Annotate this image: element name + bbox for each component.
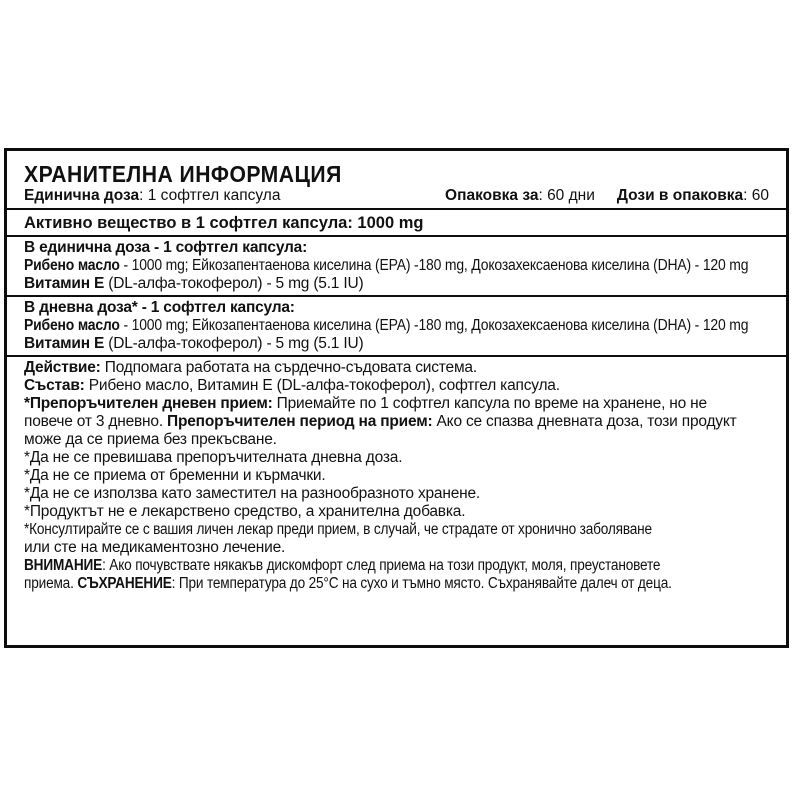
fish-oil-value: - 1000 mg; Ейкозапентаенова киселина (EPA) -180 mg, Докозахексаенова киселина (DHA) - 120 mg — [119, 317, 749, 334]
active-section — [7, 210, 786, 237]
daily-dose-section — [7, 297, 786, 357]
package-days-label: Опаковка за — [445, 187, 539, 204]
attention-label: ВНИМАНИЕ — [24, 557, 103, 574]
fish-oil-value: - 1000 mg; Ейкозапентаенова киселина (EPA) -180 mg, Докозахексаенова киселина (DHA) - 120 mg — [119, 257, 749, 274]
vitamin-e-value: (DL-алфа-токоферол) - 5 mg (5.1 IU) — [104, 275, 364, 292]
composition-label: Състав: — [24, 377, 85, 394]
recommended-text-1: Приемайте по 1 софтгел капсула по време на хранене, но не — [272, 395, 707, 412]
recommended-label: *Препоръчителен дневен прием: — [24, 395, 273, 412]
attention-text-2: приема. — [24, 575, 78, 592]
serving-size-label: Единична доза — [24, 187, 140, 204]
period-text-1: Ако се спазва дневната доза, този продукт — [432, 413, 737, 430]
daily-dose-vitamin-e — [24, 335, 769, 353]
daily-dose-fish-oil — [24, 317, 749, 335]
vitamin-e-label: Витамин Е — [24, 275, 105, 292]
warning-line: *Да не се превишава препоръчителната дневна доза. — [24, 449, 403, 466]
servings-per-package — [617, 186, 769, 205]
storage-line — [24, 575, 680, 593]
composition-line — [24, 377, 769, 395]
action-label: Действие: — [24, 359, 101, 376]
info-section — [7, 357, 786, 593]
active-substance: Активно вещество в 1 софтгел капсула: 1000 mg — [24, 214, 424, 232]
action-line — [24, 359, 769, 377]
recommended-line-2 — [24, 413, 769, 431]
fish-oil-label: Рибено масло — [24, 257, 120, 274]
warning-line: *Консултирайте се с вашия личен лекар преди прием, в случай, че страдате от хронично заболяване — [24, 521, 652, 538]
servings-per-package-value: : 60 — [743, 187, 769, 204]
servings-per-package-label: Дози в опаковка — [616, 187, 744, 204]
warning-line: *Да не се използва като заместител на разнообразното хранене. — [24, 485, 481, 502]
header-section — [7, 151, 786, 210]
single-dose-section — [7, 237, 786, 297]
warning-line: или сте на медикаментозно лечение. — [24, 539, 286, 556]
attention-text: : Ако почувствате някакъв дискомфорт след приема на този продукт, моля, преустановете — [102, 557, 661, 574]
fish-oil-label: Рибено масло — [24, 317, 120, 334]
warning-line: *Да не се приема от бременни и кърмачки. — [24, 467, 326, 484]
daily-dose-heading: В дневна доза* - 1 софтгел капсула: — [24, 299, 295, 316]
vitamin-e-value: (DL-алфа-токоферол) - 5 mg (5.1 IU) — [104, 335, 364, 352]
attention-line — [24, 557, 680, 575]
recommended-line-1 — [24, 395, 769, 413]
serving-meta — [24, 186, 769, 208]
storage-label: СЪХРАНЕНИЕ — [77, 575, 172, 592]
warning-line: *Продуктът не е лекарствено средство, а хранителна добавка. — [24, 503, 466, 520]
serving-size-value: : 1 софтгел капсула — [139, 187, 281, 204]
composition-text: Рибено масло, Витамин Е (DL-алфа-токоферол), софтгел капсула. — [84, 377, 560, 394]
package-days — [445, 186, 595, 205]
period-line-2: може да се приема без прекъсване. — [24, 431, 277, 448]
serving-size — [24, 186, 280, 205]
period-label: Препоръчителен период на прием: — [167, 413, 433, 430]
vitamin-e-label: Витамин Е — [24, 335, 105, 352]
label-title: ХРАНИТЕЛНА ИНФОРМАЦИЯ — [24, 161, 342, 187]
single-dose-vitamin-e — [24, 275, 769, 293]
nutrition-label — [4, 148, 789, 648]
package-days-value: : 60 дни — [538, 187, 595, 204]
action-text: Подпомага работата на сърдечно-съдовата система. — [100, 359, 477, 376]
single-dose-heading: В единична доза - 1 софтгел капсула: — [24, 239, 308, 256]
package-info — [445, 186, 769, 205]
recommended-text-2: повече от 3 дневно. — [24, 413, 168, 430]
single-dose-fish-oil — [24, 257, 749, 275]
storage-text: : При температура до 25°С на сухо и тъмно място. Съхранявайте далеч от деца. — [171, 575, 672, 592]
